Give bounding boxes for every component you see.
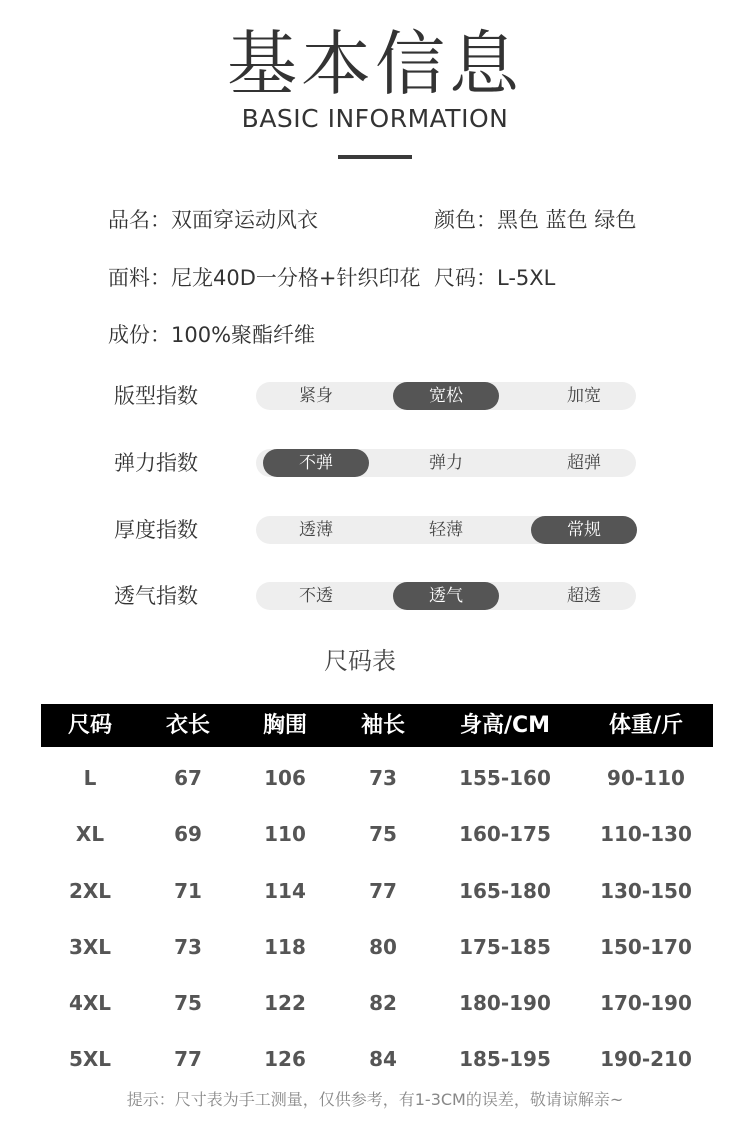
measurement-note: 提示：尺寸表为手工测量，仅供参考，有1-3CM的误差，敬请谅解亲~ (126, 1090, 624, 1109)
table-cell: 75 (369, 822, 397, 846)
table-cell: 5XL (68, 1047, 112, 1071)
table-cell: 2XL (68, 879, 112, 903)
info-name: 品名：双面穿运动风衣 (108, 208, 318, 232)
table-cell: 67 (174, 766, 202, 790)
table-cell: 80 (369, 935, 397, 959)
table-cell: 4XL (68, 991, 112, 1015)
table-cell: 3XL (68, 935, 112, 959)
rating-option: 透薄 (299, 520, 333, 540)
table-cell: 73 (174, 935, 202, 959)
rating-option: 弹力 (429, 453, 463, 473)
table-cell: XL (75, 822, 105, 846)
table-cell: 82 (369, 991, 397, 1015)
table-cell: 77 (174, 1047, 202, 1071)
table-cell: 110-130 (600, 822, 692, 846)
rating-option-selected: 常规 (531, 516, 637, 544)
table-cell: 77 (369, 879, 397, 903)
table-cell: 130-150 (600, 879, 692, 903)
table-cell: 71 (174, 879, 202, 903)
table-cell: 150-170 (600, 935, 692, 959)
rating-label: 透气指数 (114, 584, 198, 608)
table-cell: 170-190 (600, 991, 692, 1015)
rating-scale (256, 582, 636, 610)
rating-option: 超弹 (567, 453, 601, 473)
rating-option: 超透 (567, 586, 601, 606)
rating-label: 版型指数 (114, 384, 198, 408)
table-cell: L (83, 766, 97, 790)
rating-scale (256, 516, 636, 544)
rating-label: 厚度指数 (114, 518, 198, 542)
table-header-cell: 体重/斤 (608, 713, 684, 738)
rating-option: 不透 (299, 586, 333, 606)
table-cell: 84 (369, 1047, 397, 1071)
table-header-cell: 衣长 (165, 713, 210, 738)
table-cell: 118 (264, 935, 306, 959)
table-cell: 175-185 (459, 935, 551, 959)
rating-label: 弹力指数 (114, 451, 198, 475)
page-title: 基本信息 (227, 23, 523, 105)
title-underline (338, 155, 412, 159)
table-cell: 190-210 (600, 1047, 692, 1071)
rating-option: 加宽 (567, 386, 601, 406)
table-cell: 73 (369, 766, 397, 790)
table-cell: 126 (264, 1047, 306, 1071)
size-table-header (41, 704, 713, 747)
rating-option-selected: 宽松 (393, 382, 499, 410)
page-subtitle: BASIC INFORMATION (241, 104, 509, 133)
rating-scale (256, 449, 636, 477)
table-cell: 106 (264, 766, 306, 790)
table-cell: 90-110 (607, 766, 685, 790)
rating-option: 紧身 (299, 386, 333, 406)
table-cell: 69 (174, 822, 202, 846)
table-header-cell: 尺码 (67, 713, 112, 738)
table-header-cell: 袖长 (360, 713, 405, 738)
table-cell: 75 (174, 991, 202, 1015)
table-cell: 160-175 (459, 822, 551, 846)
rating-scale (256, 382, 636, 410)
rating-option: 轻薄 (429, 520, 463, 540)
table-cell: 185-195 (459, 1047, 551, 1071)
table-cell: 122 (264, 991, 306, 1015)
info-color: 颜色：黑色 蓝色 绿色 (434, 208, 637, 232)
info-composition: 成份：100%聚酯纤维 (108, 323, 316, 347)
rating-option-selected: 不弹 (263, 449, 369, 477)
rating-option-selected: 透气 (393, 582, 499, 610)
table-cell: 180-190 (459, 991, 551, 1015)
table-header-cell: 身高/CM (459, 713, 551, 738)
table-cell: 114 (264, 879, 306, 903)
size-table-title: 尺码表 (324, 647, 396, 675)
table-cell: 110 (264, 822, 306, 846)
info-size: 尺码：L-5XL (434, 266, 556, 290)
table-header-cell: 胸围 (262, 713, 307, 738)
table-cell: 155-160 (459, 766, 551, 790)
table-cell: 165-180 (459, 879, 551, 903)
info-fabric: 面料：尼龙40D一分格+针织印花 (108, 266, 421, 290)
